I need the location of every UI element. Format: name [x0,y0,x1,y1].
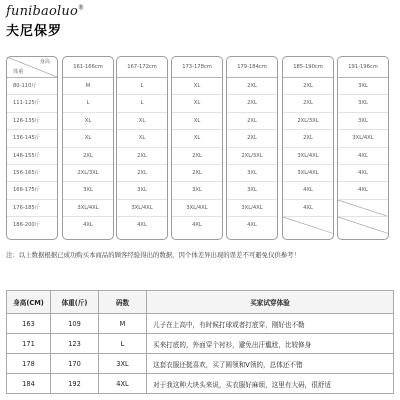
size-cell: 2XL [117,147,167,164]
brand-name-en: funibaoluo® [6,4,85,19]
column-header: 码数 [99,291,147,314]
column-header: 体重(斤) [51,291,99,314]
review-cell: 买来打底的，外面穿个衬衫，避免出汗尴尬，比较修身 [147,334,394,354]
table-row [7,334,394,354]
size-cell: 3XL [172,181,222,198]
size-cell: 2XL/3XL [227,147,277,164]
weight-range: 126-135斤 [7,112,57,129]
size-cell: L [99,334,147,354]
weight-range: 186-200斤 [7,216,57,233]
disclaimer-note: 注：以上数据根据已成功购买本商品的顾客经验得出的数据，因个体差异出现的误差不可避免仅供参考！ [6,251,300,259]
size-cell: 4XL [99,374,147,394]
size-cell: 4XL [63,216,113,233]
weight-cell: 109 [51,314,99,334]
weight-range: 156-165斤 [7,164,57,181]
size-cell: 4XL [338,147,388,164]
size-cell: 3XL/4XL [283,164,333,181]
table-header-row [7,291,394,314]
corner-weight-label: 体重 [13,69,24,75]
brand-logo [6,4,116,38]
size-cell: 2XL [283,94,333,111]
corner-header [7,57,57,78]
review-cell: 儿子在上高中，有时候打球或者打底穿，刚好也不勒 [147,314,394,334]
size-cell: 3XL [99,354,147,374]
height-column [171,56,223,240]
size-cell: 2XL [227,94,277,111]
height-column [282,56,334,240]
size-cell: 3XL/4XL [63,199,113,216]
size-cell: 4XL [227,216,277,233]
size-cell: XL [117,129,167,146]
size-cell: XL [63,129,113,146]
size-cell: M [85,83,91,89]
corner-height-label: 身高 [39,59,50,65]
size-cell: 3XL [338,112,388,129]
size-cell: XL [172,129,222,146]
size-cell: L [117,94,167,111]
empty-size-cell [338,199,388,216]
size-cell: 3XL [63,181,113,198]
weight-range: 80-110斤 [13,83,37,89]
height-column [62,56,114,240]
weight-range: 136-145斤 [7,129,57,146]
weight-range: 111-125斤 [7,94,57,111]
height-column [337,56,389,240]
size-cell: 4XL [338,164,388,181]
size-cell: 3XL [227,181,277,198]
size-cell: 3XL [117,181,167,198]
review-cell: 这套衣服还挺喜欢，买了圆领和V领的，总体还不错 [147,354,394,374]
size-cell: XL [172,112,222,129]
size-cell: 2XL [63,147,113,164]
height-cell: 171 [7,334,51,354]
size-cell: 2XL [247,83,257,89]
size-cell: 3XL/4XL [283,147,333,164]
weight-range: 176-185斤 [7,199,57,216]
empty-size-cell [338,216,388,233]
review-cell: 对于我这种大块头来说，买衣服好麻烦，这里有大码，很舒适 [147,374,394,394]
weight-column [6,56,58,240]
size-cell: 3XL [227,164,277,181]
size-cell: 3XL [358,83,368,89]
weight-range: 146-155斤 [7,147,57,164]
size-cell: 2XL [117,164,167,181]
size-cell: 2XL/3XL [63,164,113,181]
height-range-header: 161-166cm [63,57,113,78]
size-cell: 2XL [227,112,277,129]
size-cell: 2XL [303,83,313,89]
size-cell: XL [193,83,201,89]
size-cell: 2XL [283,129,333,146]
size-cell: 3XL/4XL [172,199,222,216]
size-cell: XL [63,112,113,129]
height-range-header: 173-178cm [172,57,222,78]
size-cell: 4XL [283,181,333,198]
weight-cell: 170 [51,354,99,374]
size-cell: XL [172,94,222,111]
size-cell: L [140,83,144,89]
height-range-header: 179-184cm [227,57,277,78]
weight-cell: 192 [51,374,99,394]
size-cell: 4XL [117,216,167,233]
empty-size-cell [283,216,333,233]
table-row [7,354,394,374]
size-cell: 2XL/3XL [283,112,333,129]
weight-range: 166-175斤 [7,181,57,198]
column-header: 买家试穿体验 [147,291,394,314]
size-cell: 3XL [338,94,388,111]
size-cell: 3XL/4XL [338,129,388,146]
height-cell: 163 [7,314,51,334]
size-cell: 2XL [172,164,222,181]
brand-name-cn: 夫尼保罗 [6,24,63,39]
size-cell: XL [117,112,167,129]
height-range-header: 167-172cm [117,57,167,78]
height-column [116,56,168,240]
column-header: 身高(CM) [7,291,51,314]
size-cell: L [63,94,113,111]
height-column [226,56,278,240]
size-cell: 2XL [172,147,222,164]
height-range-header: 185-190cm [283,57,333,78]
height-cell: 184 [7,374,51,394]
size-cell: 3XL/4XL [227,199,277,216]
size-chart [6,56,394,240]
height-cell: 178 [7,354,51,374]
weight-cell: 123 [51,334,99,354]
table-row [7,314,394,334]
size-cell: 4XL [338,181,388,198]
height-range-header: 191-196cm [338,57,388,78]
table-row [7,374,394,394]
size-cell: 3XL/4XL [117,199,167,216]
size-cell: M [99,314,147,334]
buyer-experience-table [6,290,394,394]
size-cell: 2XL [227,129,277,146]
size-cell: 4XL [283,199,333,216]
size-cell: 4XL [172,216,222,233]
